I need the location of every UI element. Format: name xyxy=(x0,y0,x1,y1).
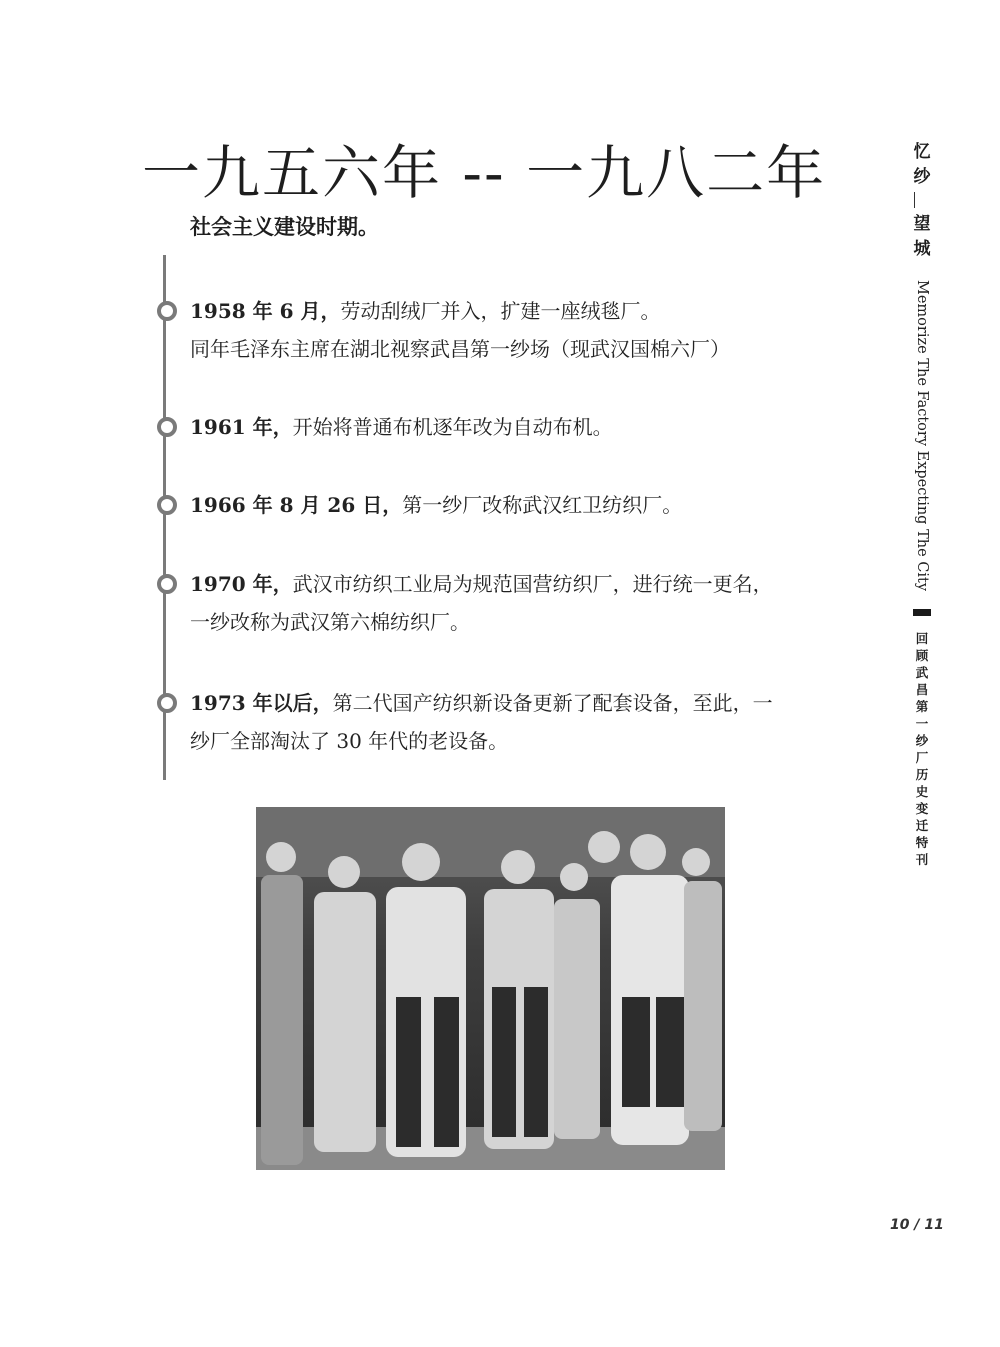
event-text-line2: 纱厂全部淘汰了 30 年代的老设备。 xyxy=(190,729,509,753)
event-date: 1970 年， xyxy=(190,572,293,596)
timeline-dot-icon xyxy=(157,417,177,437)
event-date: 1966 年 8 月 26 日， xyxy=(190,493,403,517)
timeline-event-1966 xyxy=(190,486,850,524)
timeline-event-1973 xyxy=(190,684,850,760)
event-date: 1973 年以后， xyxy=(190,691,333,715)
event-text-line2: 一纱改称为武汉第六棉纺织厂。 xyxy=(190,610,470,634)
page-title: 一九五六年 -- 一九八二年 xyxy=(142,139,827,207)
event-text: 武汉市纺织工业局为规范国营纺织厂，进行统一更名， xyxy=(292,572,773,596)
page-subtitle: 社会主义建设时期。 xyxy=(190,215,379,239)
sidebar-title: 忆 纱 望 城 xyxy=(913,142,931,259)
sidebar-block-divider xyxy=(913,609,931,616)
sidebar-english-title: Memorize The Factory Expecting The City xyxy=(914,280,930,592)
sidebar-subtitle: 回 顾 武 昌 第 一 纱 厂 历 史 变 迁 特 刊 xyxy=(915,631,929,868)
timeline-event-1961 xyxy=(190,408,850,446)
timeline-event-1970 xyxy=(190,565,850,641)
event-date: 1958 年 6 月， xyxy=(190,299,341,323)
timeline-event-1958 xyxy=(190,292,850,368)
event-text: 第二代国产纺织新设备更新了配套设备，至此，一 xyxy=(332,691,773,715)
event-date: 1961 年， xyxy=(190,415,293,439)
timeline-dot-icon xyxy=(157,574,177,594)
historical-photo xyxy=(256,807,725,1170)
timeline-dot-icon xyxy=(157,301,177,321)
event-text: 第一纱厂改称武汉红卫纺织厂。 xyxy=(402,493,683,517)
page-number: 10 / 11 xyxy=(890,1217,944,1233)
event-text: 劳动刮绒厂并入，扩建一座绒毯厂。 xyxy=(340,299,661,323)
timeline-dot-icon xyxy=(157,693,177,713)
sidebar-divider xyxy=(914,192,915,208)
historical-photo-illustration xyxy=(256,807,725,1170)
timeline-dot-icon xyxy=(157,495,177,515)
event-text: 开始将普通布机逐年改为自动布机。 xyxy=(292,415,613,439)
sidebar xyxy=(905,140,939,868)
event-text-line2: 同年毛泽东主席在湖北视察武昌第一纱场（现武汉国棉六厂） xyxy=(190,337,730,361)
